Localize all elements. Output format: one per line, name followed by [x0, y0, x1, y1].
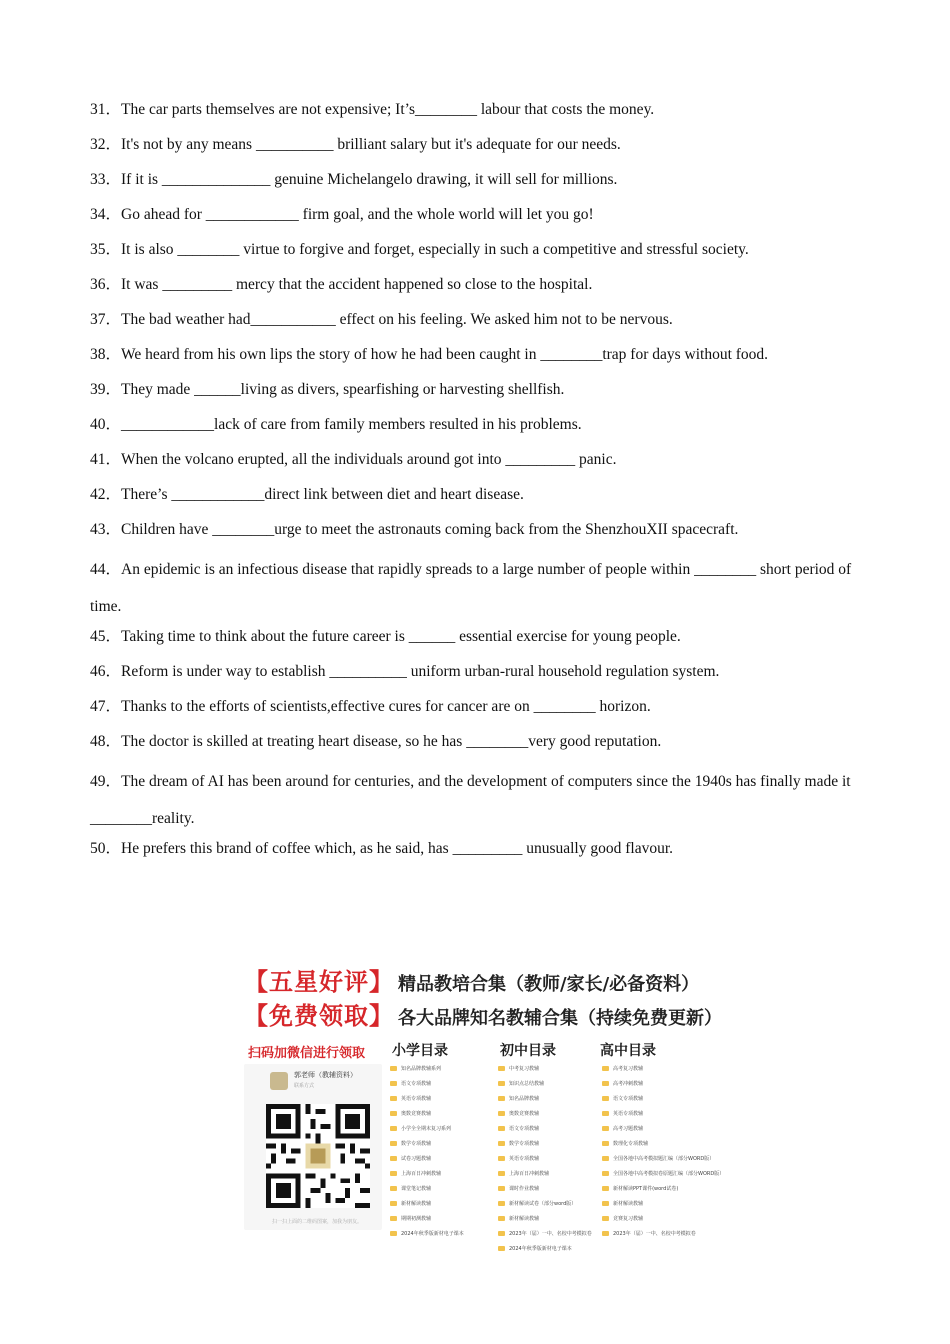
folder-item[interactable]: 知识点总结教辅 [498, 1079, 592, 1094]
question-item: 36．It was _________ mercy that the accident happened so close to the hospital. [90, 276, 593, 293]
folder-icon [498, 1246, 505, 1251]
folder-item[interactable]: 2024年秋季版新材电子课本 [498, 1244, 592, 1259]
column-heading-primary: 小学目录 [392, 1043, 448, 1059]
question-item: 39．They made ______living as divers, spearfishing or harvesting shellfish. [90, 381, 565, 398]
question-item: 43．Children have ________urge to meet the astronauts coming back from the ShenzhouXII spacecraft. [90, 521, 739, 538]
folder-list-senior [602, 1064, 724, 1244]
folder-icon [602, 1201, 609, 1206]
folder-icon [390, 1186, 397, 1191]
folder-icon [602, 1111, 609, 1116]
folder-item[interactable]: 2023年（届）一中、名校中考模拟卷 [602, 1229, 724, 1244]
folder-icon [498, 1231, 505, 1236]
folder-icon [498, 1216, 505, 1221]
folder-item[interactable]: 期期初测教辅 [390, 1214, 464, 1229]
folder-item[interactable]: 语文专项教辅 [498, 1124, 592, 1139]
folder-item[interactable]: 小学全全期末复习系列 [390, 1124, 464, 1139]
promo-tag: 【五星好评】 [244, 968, 394, 996]
scan-label: 扫码加微信进行领取 [248, 1046, 366, 1061]
folder-icon [390, 1216, 397, 1221]
question-item: 42．There’s ____________direct link between diet and heart disease. [90, 486, 524, 503]
folder-icon [498, 1171, 505, 1176]
folder-icon [602, 1141, 609, 1146]
folder-icon [390, 1111, 397, 1116]
promo-banner[interactable] [244, 958, 725, 1252]
folder-item[interactable]: 知名品牌教辅系列 [390, 1064, 464, 1079]
question-item: 38．We heard from his own lips the story of how he had been caught in ________trap for days without food. [90, 346, 769, 363]
folder-item[interactable]: 高考习题教辅 [602, 1124, 724, 1139]
folder-item[interactable]: 中考复习教辅 [498, 1064, 592, 1079]
folder-item[interactable]: 数理化专项教辅 [602, 1139, 724, 1154]
question-item: 41．When the volcano erupted, all the individuals around got into _________ panic. [90, 451, 617, 468]
folder-item[interactable]: 上海百日冲刺教辅 [498, 1169, 592, 1184]
card-footer: 扫一扫上面的二维码图案，加我为朋友。 [272, 1219, 363, 1225]
folder-item[interactable]: 课时作业教辅 [498, 1184, 592, 1199]
folder-icon [498, 1126, 505, 1131]
folder-icon [390, 1156, 397, 1161]
folder-item[interactable]: 高考复习教辅 [602, 1064, 724, 1079]
folder-icon [390, 1066, 397, 1071]
folder-icon [390, 1096, 397, 1101]
folder-item[interactable]: 英语专项教辅 [390, 1094, 464, 1109]
folder-item[interactable]: 新材解读试卷（部分word版） [498, 1199, 592, 1214]
wechat-contact-card [244, 1064, 382, 1230]
folder-icon [498, 1096, 505, 1101]
folder-item[interactable]: 数学专项教辅 [498, 1139, 592, 1154]
folder-icon [602, 1066, 609, 1071]
question-item: 45．Taking time to think about the future career is ______ essential exercise for young people. [90, 628, 681, 645]
qr-code-icon[interactable] [266, 1104, 370, 1208]
question-item: 32．It's not by any means __________ brilliant salary but it's adequate for our needs. [90, 136, 621, 153]
folder-item[interactable]: 知名品牌教辅 [498, 1094, 592, 1109]
folder-item[interactable]: 新材解读教辅 [498, 1214, 592, 1229]
folder-icon [390, 1231, 397, 1236]
question-item: 40．____________lack of care from family members resulted in his problems. [90, 416, 582, 433]
folder-icon [602, 1126, 609, 1131]
question-item: 35．It is also ________ virtue to forgive and forget, especially in such a competitive and stressful society. [90, 241, 749, 258]
question-item: 31．The car parts themselves are not expensive; It’s________ labour that costs the money. [90, 101, 655, 118]
folder-item[interactable]: 全国各地中高考模拟卷原题汇编（部分WORD版） [602, 1169, 724, 1184]
folder-icon [498, 1081, 505, 1086]
promo-desc: 各大品牌知名教辅合集（持续免费更新） [398, 1008, 722, 1029]
folder-icon [498, 1141, 505, 1146]
folder-icon [602, 1186, 609, 1191]
folder-icon [498, 1111, 505, 1116]
folder-item[interactable]: 全国各地中高考模拟题汇编（部分WORD版） [602, 1154, 724, 1169]
promo-line-2 [244, 996, 722, 1031]
folder-item[interactable]: 新材解读教辅 [390, 1199, 464, 1214]
folder-icon [498, 1156, 505, 1161]
question-item: 49．The dream of AI has been around for centuries, and the development of computers since the 1940s has finally made it ________reality. [90, 773, 851, 827]
promo-desc: 精品教培合集（教师/家长/必备资料） [398, 974, 700, 995]
folder-item[interactable]: 高考冲刺教辅 [602, 1079, 724, 1094]
folder-item[interactable]: 奥数竞赛教辅 [390, 1109, 464, 1124]
folder-item[interactable]: 上海百日冲刺教辅 [390, 1169, 464, 1184]
folder-icon [602, 1171, 609, 1176]
question-item: 50．He prefers this brand of coffee which, as he said, has _________ unusually good flavour. [90, 840, 673, 857]
question-list [90, 96, 870, 870]
folder-item[interactable]: 2024年秋季版新材电子课本 [390, 1229, 464, 1244]
column-heading-junior: 初中目录 [500, 1043, 556, 1059]
question-item: 48．The doctor is skilled at treating heart disease, so he has ________very good reputation. [90, 733, 662, 750]
promo-line-1 [244, 962, 699, 997]
question-item: 33．If it is ______________ genuine Michelangelo drawing, it will sell for millions. [90, 171, 618, 188]
folder-icon [390, 1081, 397, 1086]
folder-item[interactable]: 英语专项教辅 [498, 1154, 592, 1169]
folder-item[interactable]: 新材解读教辅 [602, 1199, 724, 1214]
contact-name: 郭老师（教辅资料） [294, 1071, 357, 1079]
folder-icon [602, 1081, 609, 1086]
folder-list-junior [498, 1064, 592, 1259]
folder-item[interactable]: 语文专项教辅 [390, 1079, 464, 1094]
promo-tag: 【免费领取】 [244, 1002, 394, 1030]
folder-icon [390, 1126, 397, 1131]
folder-item[interactable]: 新材解读PPT课件(word试卷) [602, 1184, 724, 1199]
folder-list-primary [390, 1064, 464, 1244]
folder-icon [390, 1141, 397, 1146]
folder-icon [602, 1216, 609, 1221]
folder-item[interactable]: 试卷习题教辅 [390, 1154, 464, 1169]
folder-item[interactable]: 英语专项教辅 [602, 1109, 724, 1124]
folder-icon [390, 1201, 397, 1206]
folder-icon [498, 1186, 505, 1191]
question-item: 44．An epidemic is an infectious disease that rapidly spreads to a large number of people within ________ short period of time. [90, 561, 852, 615]
folder-item[interactable]: 2023年（届）一中、名校中考模拟卷 [498, 1229, 592, 1244]
column-heading-senior: 高中目录 [600, 1043, 656, 1059]
question-item: 34．Go ahead for ____________ firm goal, and the whole world will let you go! [90, 206, 594, 223]
folder-item[interactable]: 奥数竞赛教辅 [498, 1109, 592, 1124]
folder-icon [498, 1066, 505, 1071]
question-item: 47．Thanks to the efforts of scientists,effective cures for cancer are on ________ horizon. [90, 698, 651, 715]
folder-icon [602, 1231, 609, 1236]
folder-icon [602, 1096, 609, 1101]
folder-icon [390, 1171, 397, 1176]
folder-item[interactable]: 竞赛复习教辅 [602, 1214, 724, 1229]
avatar [270, 1072, 288, 1090]
question-item: 37．The bad weather had___________ effect on his feeling. We asked him not to be nervous. [90, 311, 673, 328]
folder-item[interactable]: 课堂笔记教辅 [390, 1184, 464, 1199]
contact-subtitle: 联系方式 [294, 1083, 315, 1089]
folder-item[interactable]: 语文专项教辅 [602, 1094, 724, 1109]
question-item: 46．Reform is under way to establish __________ uniform urban-rural household regulation system. [90, 663, 720, 680]
folder-icon [602, 1156, 609, 1161]
folder-item[interactable]: 数学专项教辅 [390, 1139, 464, 1154]
folder-icon [498, 1201, 505, 1206]
